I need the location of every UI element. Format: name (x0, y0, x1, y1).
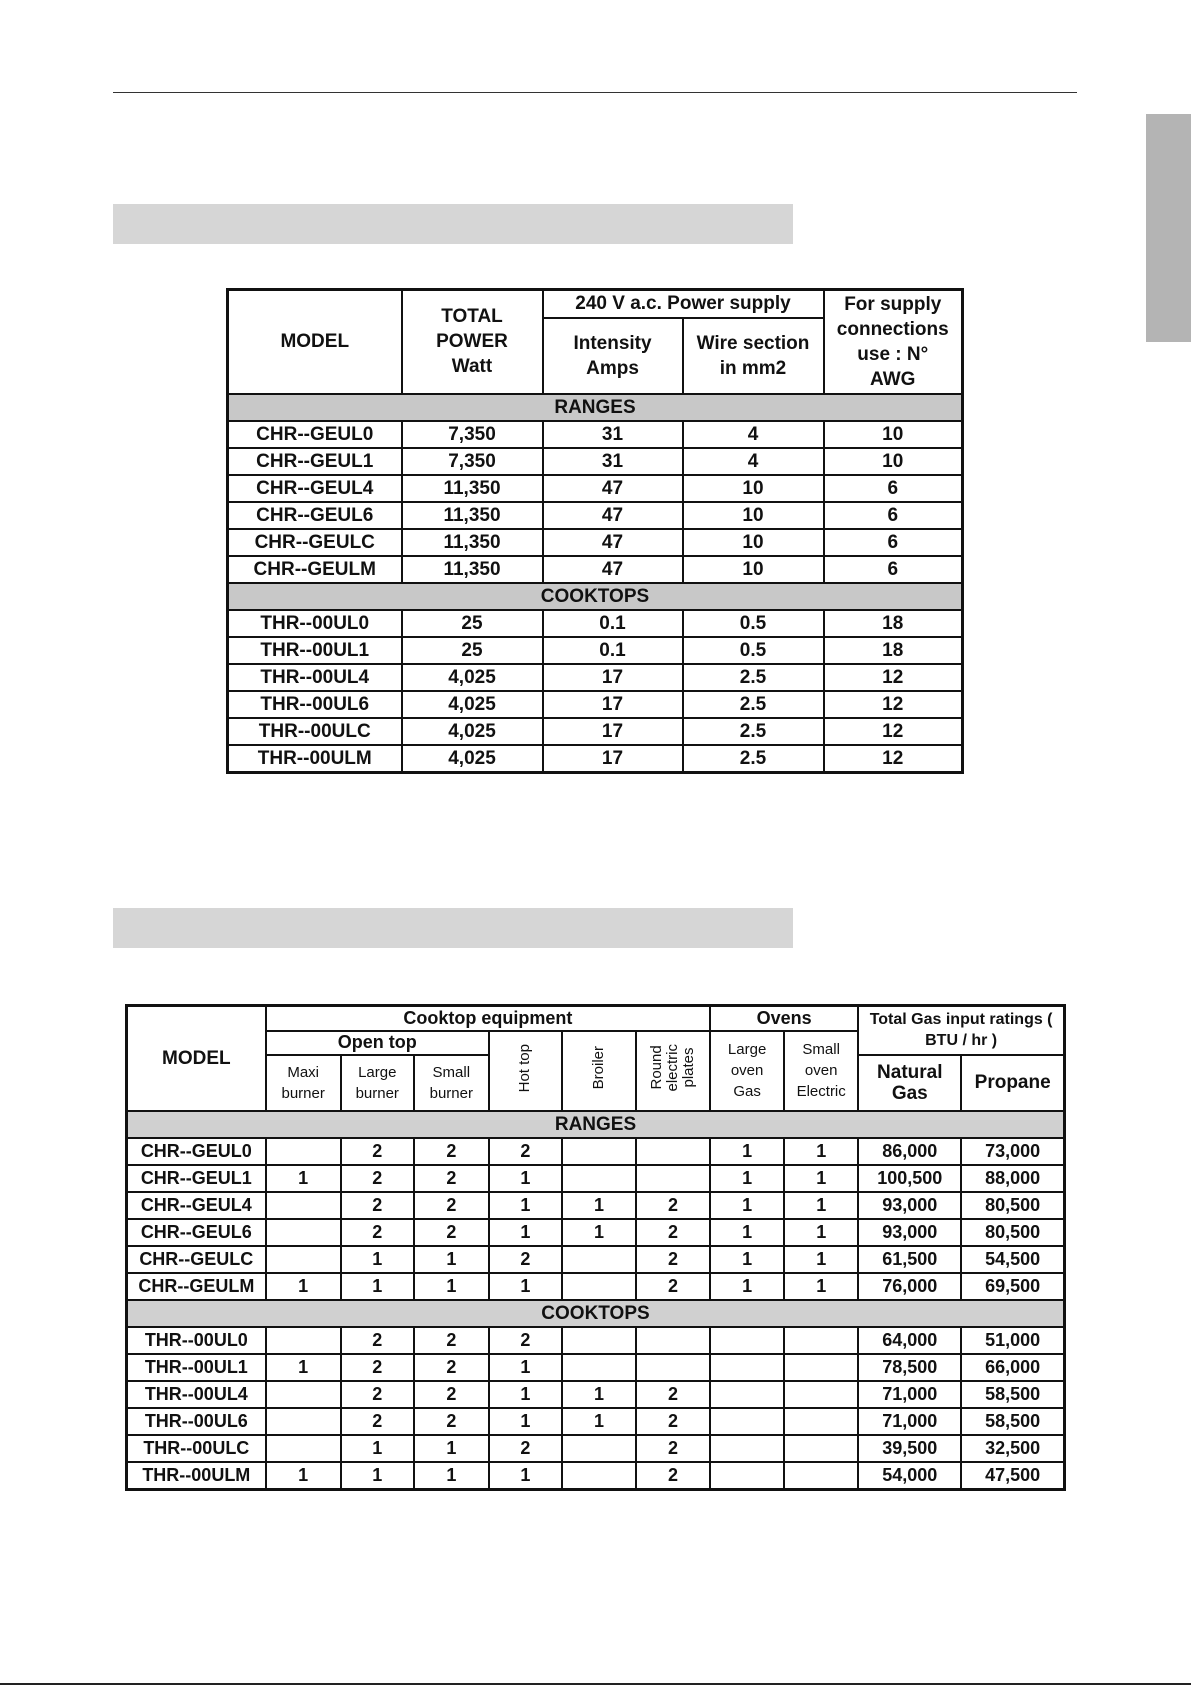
value-cell (710, 1381, 784, 1408)
value-cell: 2 (341, 1354, 414, 1381)
value-cell: 12 (824, 745, 963, 773)
model-cell: THR--00UL6 (228, 691, 402, 718)
value-cell (784, 1381, 858, 1408)
table-row (228, 529, 963, 556)
section-row (228, 583, 963, 610)
value-cell: 31 (543, 421, 683, 448)
value-cell: 10 (683, 556, 824, 583)
value-cell: 88,000 (961, 1165, 1064, 1192)
value-cell: 2 (414, 1408, 489, 1435)
section-row (228, 394, 963, 421)
value-cell: 1 (266, 1462, 341, 1490)
value-cell: 2 (636, 1462, 710, 1490)
table-row (127, 1462, 1065, 1490)
value-cell (784, 1354, 858, 1381)
value-cell: 4 (683, 448, 824, 475)
value-cell: 2 (414, 1219, 489, 1246)
value-cell: 2 (341, 1138, 414, 1165)
model-cell: CHR--GEUL1 (127, 1165, 266, 1192)
model-cell: CHR--GEUL4 (228, 475, 402, 502)
model-cell: CHR--GEULM (228, 556, 402, 583)
value-cell (710, 1408, 784, 1435)
section-label: RANGES (127, 1111, 1065, 1138)
value-cell: 2 (636, 1381, 710, 1408)
value-cell: 1 (414, 1273, 489, 1300)
table-row (228, 637, 963, 664)
value-cell (562, 1138, 636, 1165)
value-cell: 1 (489, 1219, 562, 1246)
value-cell: 2 (341, 1192, 414, 1219)
value-cell: 17 (543, 718, 683, 745)
value-cell: 73,000 (961, 1138, 1064, 1165)
value-cell: 2.5 (683, 745, 824, 773)
value-cell: 78,500 (858, 1354, 961, 1381)
value-cell (562, 1273, 636, 1300)
value-cell: 71,000 (858, 1381, 961, 1408)
table-row (228, 475, 963, 502)
value-cell: 47 (543, 529, 683, 556)
section-label: COOKTOPS (228, 583, 963, 610)
value-cell (784, 1408, 858, 1435)
value-cell (784, 1462, 858, 1490)
value-cell: 2 (636, 1273, 710, 1300)
value-cell (266, 1381, 341, 1408)
value-cell: 0.1 (543, 637, 683, 664)
t1-header-power-supply: 240 V a.c. Power supply (543, 290, 824, 318)
value-cell: 1 (489, 1354, 562, 1381)
value-cell: 2 (414, 1138, 489, 1165)
value-cell: 1 (489, 1462, 562, 1490)
value-cell: 12 (824, 718, 963, 745)
value-cell: 1 (341, 1435, 414, 1462)
t2-header-large-burner: Large burner (341, 1055, 414, 1111)
value-cell: 2 (414, 1192, 489, 1219)
t1-header-wire-section: Wire section in mm2 (683, 318, 824, 394)
value-cell: 2 (489, 1246, 562, 1273)
t2-header-broiler: Broiler (562, 1031, 636, 1111)
table-row (127, 1219, 1065, 1246)
value-cell: 100,500 (858, 1165, 961, 1192)
value-cell: 54,000 (858, 1462, 961, 1490)
model-cell: THR--00UL1 (228, 637, 402, 664)
model-cell: THR--00UL4 (127, 1381, 266, 1408)
value-cell: 2 (341, 1165, 414, 1192)
value-cell (636, 1165, 710, 1192)
value-cell: 1 (710, 1219, 784, 1246)
value-cell: 17 (543, 745, 683, 773)
table-row (127, 1381, 1065, 1408)
value-cell (710, 1354, 784, 1381)
value-cell (562, 1327, 636, 1354)
model-cell: CHR--GEUL6 (127, 1219, 266, 1246)
section-label: COOKTOPS (127, 1300, 1065, 1327)
t2-body (127, 1111, 1065, 1490)
value-cell: 2 (489, 1435, 562, 1462)
value-cell: 1 (266, 1273, 341, 1300)
value-cell: 58,500 (961, 1381, 1064, 1408)
value-cell: 1 (710, 1246, 784, 1273)
value-cell: 12 (824, 691, 963, 718)
t2-header-model: MODEL (127, 1006, 266, 1111)
model-cell: THR--00ULC (228, 718, 402, 745)
value-cell: 2 (341, 1219, 414, 1246)
value-cell: 64,000 (858, 1327, 961, 1354)
value-cell (562, 1165, 636, 1192)
value-cell: 1 (784, 1273, 858, 1300)
value-cell (636, 1327, 710, 1354)
value-cell: 17 (543, 691, 683, 718)
value-cell: 18 (824, 610, 963, 637)
value-cell: 1 (489, 1192, 562, 1219)
value-cell: 10 (824, 448, 963, 475)
value-cell: 4,025 (402, 745, 543, 773)
value-cell (710, 1462, 784, 1490)
value-cell: 2 (341, 1327, 414, 1354)
value-cell: 66,000 (961, 1354, 1064, 1381)
t2-header-natural-gas: Natural Gas (858, 1055, 961, 1111)
top-rule (113, 92, 1077, 93)
t2-header-large-oven: Large oven Gas (710, 1031, 784, 1111)
model-cell: THR--00UL0 (228, 610, 402, 637)
section-heading-bar-2 (113, 908, 793, 948)
section-heading-bar-1 (113, 204, 793, 244)
value-cell (710, 1327, 784, 1354)
value-cell (636, 1138, 710, 1165)
value-cell: 1 (341, 1246, 414, 1273)
value-cell: 2 (414, 1381, 489, 1408)
value-cell: 2 (636, 1219, 710, 1246)
model-cell: THR--00UL1 (127, 1354, 266, 1381)
value-cell (562, 1435, 636, 1462)
value-cell: 12 (824, 664, 963, 691)
value-cell: 2.5 (683, 718, 824, 745)
model-cell: THR--00ULM (127, 1462, 266, 1490)
value-cell: 2 (636, 1192, 710, 1219)
value-cell: 1 (710, 1165, 784, 1192)
value-cell: 7,350 (402, 448, 543, 475)
model-cell: CHR--GEUL0 (127, 1138, 266, 1165)
value-cell (784, 1327, 858, 1354)
value-cell: 76,000 (858, 1273, 961, 1300)
value-cell: 61,500 (858, 1246, 961, 1273)
table-row (228, 556, 963, 583)
model-cell: CHR--GEUL4 (127, 1192, 266, 1219)
value-cell (266, 1435, 341, 1462)
table-row (228, 502, 963, 529)
value-cell: 4,025 (402, 664, 543, 691)
value-cell: 1 (266, 1354, 341, 1381)
gas-equipment-table (125, 1004, 1066, 1491)
table-row (127, 1354, 1065, 1381)
t2-header-open-top: Open top (266, 1031, 489, 1055)
value-cell: 31 (543, 448, 683, 475)
value-cell: 47 (543, 502, 683, 529)
table-row (127, 1138, 1065, 1165)
model-cell: THR--00UL4 (228, 664, 402, 691)
model-cell: THR--00UL6 (127, 1408, 266, 1435)
table-row (127, 1327, 1065, 1354)
table-row (228, 421, 963, 448)
table-row (127, 1165, 1065, 1192)
value-cell: 2.5 (683, 691, 824, 718)
value-cell: 6 (824, 475, 963, 502)
model-cell: CHR--GEULC (127, 1246, 266, 1273)
t2-header-ovens: Ovens (710, 1006, 858, 1031)
value-cell: 47 (543, 475, 683, 502)
value-cell: 10 (824, 421, 963, 448)
value-cell: 2 (414, 1165, 489, 1192)
value-cell: 1 (784, 1138, 858, 1165)
value-cell: 4,025 (402, 691, 543, 718)
section-label: RANGES (228, 394, 963, 421)
value-cell: 1 (710, 1192, 784, 1219)
electrical-table (226, 288, 964, 774)
value-cell: 6 (824, 556, 963, 583)
table-row (228, 610, 963, 637)
section-row (127, 1300, 1065, 1327)
value-cell: 93,000 (858, 1219, 961, 1246)
value-cell: 1 (562, 1381, 636, 1408)
value-cell (266, 1246, 341, 1273)
value-cell: 1 (562, 1192, 636, 1219)
value-cell (636, 1354, 710, 1381)
model-cell: THR--00ULM (228, 745, 402, 773)
value-cell: 1 (266, 1165, 341, 1192)
value-cell: 47 (543, 556, 683, 583)
value-cell: 2 (414, 1354, 489, 1381)
value-cell: 1 (341, 1273, 414, 1300)
t1-header-total-power: TOTAL POWER Watt (402, 290, 543, 394)
value-cell: 1 (562, 1408, 636, 1435)
table-row (228, 718, 963, 745)
value-cell (266, 1192, 341, 1219)
value-cell (266, 1327, 341, 1354)
t1-header-model: MODEL (228, 290, 402, 394)
table-row (228, 745, 963, 773)
value-cell: 58,500 (961, 1408, 1064, 1435)
t2-header-small-oven: Small oven Electric (784, 1031, 858, 1111)
value-cell: 1 (489, 1165, 562, 1192)
value-cell: 18 (824, 637, 963, 664)
value-cell: 39,500 (858, 1435, 961, 1462)
value-cell: 1 (710, 1138, 784, 1165)
t1-body (228, 394, 963, 773)
value-cell: 54,500 (961, 1246, 1064, 1273)
value-cell: 1 (489, 1381, 562, 1408)
value-cell (266, 1219, 341, 1246)
model-cell: CHR--GEULM (127, 1273, 266, 1300)
value-cell: 80,500 (961, 1219, 1064, 1246)
value-cell: 6 (824, 529, 963, 556)
t2-header-cooktop-equipment: Cooktop equipment (266, 1006, 710, 1031)
value-cell: 1 (784, 1219, 858, 1246)
value-cell: 86,000 (858, 1138, 961, 1165)
t2-header-maxi-burner: Maxi burner (266, 1055, 341, 1111)
model-cell: CHR--GEUL1 (228, 448, 402, 475)
value-cell: 2 (636, 1435, 710, 1462)
table-row (127, 1192, 1065, 1219)
value-cell (710, 1435, 784, 1462)
value-cell: 2 (341, 1381, 414, 1408)
value-cell (784, 1435, 858, 1462)
value-cell: 1 (489, 1408, 562, 1435)
value-cell: 17 (543, 664, 683, 691)
value-cell: 69,500 (961, 1273, 1064, 1300)
value-cell: 80,500 (961, 1192, 1064, 1219)
value-cell (266, 1408, 341, 1435)
value-cell: 2 (636, 1246, 710, 1273)
model-cell: CHR--GEUL0 (228, 421, 402, 448)
value-cell: 11,350 (402, 475, 543, 502)
value-cell: 0.5 (683, 637, 824, 664)
t2-header-round-plates: Round electric plates (636, 1031, 710, 1111)
value-cell: 32,500 (961, 1435, 1064, 1462)
model-cell: THR--00UL0 (127, 1327, 266, 1354)
table-row (127, 1246, 1065, 1273)
value-cell: 1 (489, 1273, 562, 1300)
table-row (228, 664, 963, 691)
value-cell: 25 (402, 637, 543, 664)
value-cell (562, 1462, 636, 1490)
value-cell: 1 (414, 1435, 489, 1462)
table-row (228, 448, 963, 475)
side-tab (1146, 114, 1191, 342)
value-cell: 0.1 (543, 610, 683, 637)
value-cell (562, 1246, 636, 1273)
value-cell: 1 (341, 1462, 414, 1490)
value-cell: 1 (414, 1246, 489, 1273)
value-cell: 47,500 (961, 1462, 1064, 1490)
value-cell: 4 (683, 421, 824, 448)
value-cell: 10 (683, 529, 824, 556)
value-cell: 1 (414, 1462, 489, 1490)
table-row (127, 1435, 1065, 1462)
value-cell: 2 (636, 1408, 710, 1435)
section-row (127, 1111, 1065, 1138)
value-cell: 25 (402, 610, 543, 637)
value-cell: 7,350 (402, 421, 543, 448)
t1-header-awg: For supply connections use : N° AWG (824, 290, 963, 394)
model-cell: CHR--GEULC (228, 529, 402, 556)
value-cell: 0.5 (683, 610, 824, 637)
t1-header-intensity: Intensity Amps (543, 318, 683, 394)
value-cell: 93,000 (858, 1192, 961, 1219)
model-cell: CHR--GEUL6 (228, 502, 402, 529)
table-row (127, 1273, 1065, 1300)
t2-header-small-burner: Small burner (414, 1055, 489, 1111)
value-cell: 2.5 (683, 664, 824, 691)
value-cell: 10 (683, 475, 824, 502)
value-cell: 10 (683, 502, 824, 529)
value-cell: 2 (414, 1327, 489, 1354)
table-row (127, 1408, 1065, 1435)
value-cell (266, 1138, 341, 1165)
value-cell: 6 (824, 502, 963, 529)
t2-header-propane: Propane (961, 1055, 1064, 1111)
value-cell (562, 1354, 636, 1381)
value-cell: 1 (710, 1273, 784, 1300)
value-cell: 2 (489, 1327, 562, 1354)
model-cell: THR--00ULC (127, 1435, 266, 1462)
value-cell: 1 (784, 1246, 858, 1273)
value-cell: 1 (784, 1192, 858, 1219)
table-row (228, 691, 963, 718)
value-cell: 1 (562, 1219, 636, 1246)
value-cell: 11,350 (402, 502, 543, 529)
value-cell: 11,350 (402, 556, 543, 583)
value-cell: 2 (489, 1138, 562, 1165)
value-cell: 1 (784, 1165, 858, 1192)
t2-header-hot-top: Hot top (489, 1031, 562, 1111)
value-cell: 11,350 (402, 529, 543, 556)
value-cell: 51,000 (961, 1327, 1064, 1354)
value-cell: 71,000 (858, 1408, 961, 1435)
value-cell: 2 (341, 1408, 414, 1435)
t2-header-total-gas: Total Gas input ratings ( BTU / hr ) (858, 1006, 1064, 1055)
value-cell: 4,025 (402, 718, 543, 745)
